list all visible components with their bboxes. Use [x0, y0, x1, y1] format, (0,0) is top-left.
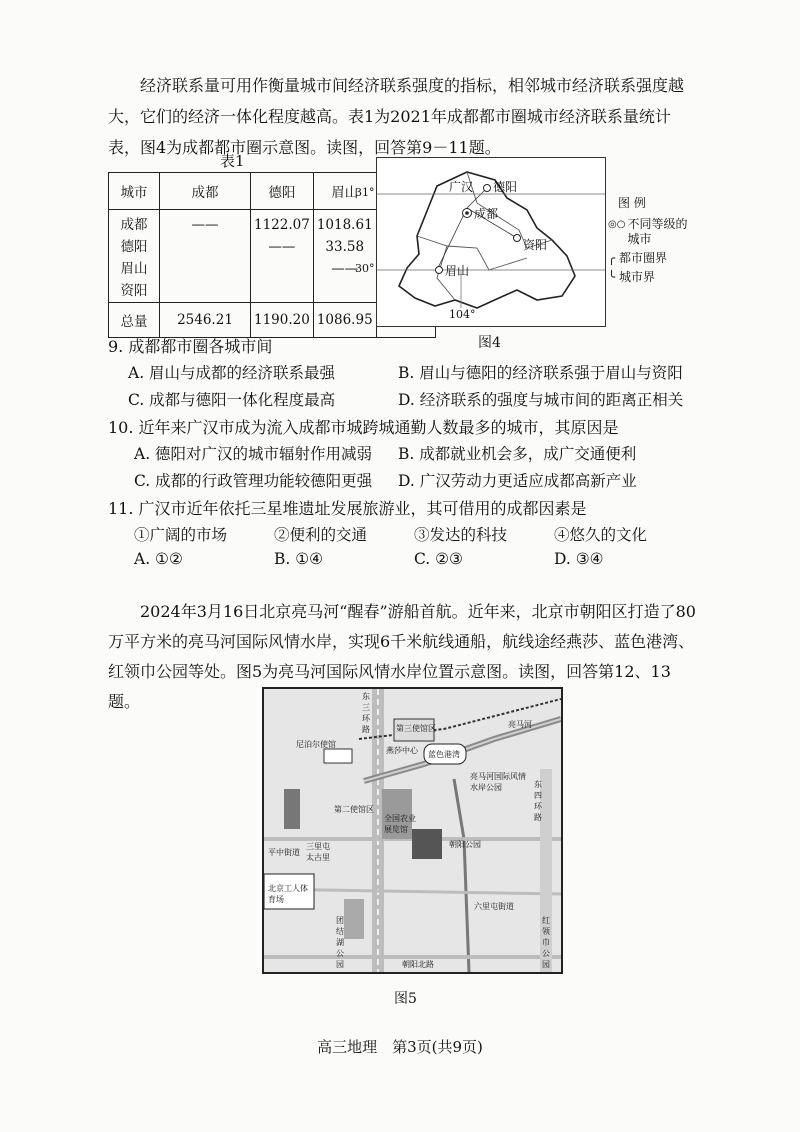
deyang-dot: [484, 185, 491, 192]
table1-row-labels: 成都 德阳 眉山 资阳: [109, 210, 160, 303]
q9-option-b: B. 眉山与德阳的经济联系强于眉山与资阳: [398, 364, 683, 382]
lat-30-label: 30°: [355, 262, 375, 275]
map5-caption: 图5: [394, 991, 417, 1007]
city-levels-icon: ◎○: [608, 219, 626, 230]
q11-item: ④悠久的文化: [554, 526, 648, 544]
ziyang-dot: [514, 235, 521, 242]
table1-header: 眉山: [313, 173, 376, 210]
legend-item-cities: 不同等级的城市: [627, 217, 688, 246]
intro-paragraph-1: 经济联系量可用作衡量城市间经济联系强度的指标，相邻城市经济联系强度越大，它们的经济一体化程度越高。表1为2021年成都都市圈城市经济联系量统计表，图4为成都都市圈示意图。读图，回答第9－11题。: [108, 76, 685, 157]
label-pingzhong: 平中街道: [268, 848, 300, 857]
label-sanlitun: 三里屯太古里: [306, 842, 330, 862]
label-honglingjin-park: 红领巾公园: [542, 916, 550, 969]
label-tuanjiehu-park: 团结湖公园: [336, 916, 344, 969]
page-footer: 高三地理 第3页(共9页): [317, 1038, 483, 1056]
table1-col-chengdu: ——: [160, 210, 251, 303]
map4-caption: 图4: [478, 335, 501, 351]
meishan-dot: [436, 267, 443, 274]
label-liangma-park: 亮马河国际风情水岸公园: [470, 772, 526, 792]
label-workers-stadium: 北京工人体育场: [268, 884, 308, 904]
label-third-embassy: 第三使馆区: [396, 724, 436, 733]
q11-option-b: B. ①④: [274, 550, 324, 568]
q10-option-d: D. 广汉劳动力更适应成都高新产业: [398, 472, 637, 490]
label-yansha: 燕莎中心: [386, 746, 418, 755]
q11-option-c: C. ②③: [414, 550, 463, 568]
metro-boundary: [399, 172, 575, 308]
map4-legend: [608, 196, 698, 285]
table1-total: 2546.21: [160, 303, 251, 338]
table1-col-meishan: 1018.61 33.58 ——: [313, 210, 376, 303]
q11-item: ②便利的交通: [274, 526, 368, 544]
map4-city-deyang: 德阳: [493, 180, 518, 194]
q10-option-a: A. 德阳对广汉的城市辐射作用减弱: [134, 445, 373, 463]
label-blue-harbor: 蓝色港湾: [428, 750, 460, 759]
legend-title: 图 例: [618, 196, 646, 210]
map5-liangma-river: [262, 687, 563, 974]
metro-boundary-icon: ╭: [608, 251, 620, 265]
label-agri-exhibition: 全国农业展览馆: [384, 814, 416, 834]
q10-option-c: C. 成都的行政管理功能较德阳更强: [134, 472, 373, 490]
table1-total: 1190.20: [251, 303, 314, 338]
label-east-third-ring: 东三环路: [362, 692, 370, 734]
label-chaoyang-park: 朝阳公园: [449, 840, 481, 849]
label-second-embassy: 第二使馆区: [334, 805, 374, 814]
q9-stem: 9. 成都都市圈各城市间: [108, 337, 273, 356]
q11-item: ③发达的科技: [414, 526, 508, 544]
table1-total-label: 总量: [109, 303, 160, 338]
q11-option-d: D. ③④: [554, 550, 604, 568]
label-nepal-embassy: 尼泊尔使馆: [296, 740, 336, 749]
map4-city-ziyang: 资阳: [523, 238, 548, 252]
map4-svg: [377, 158, 605, 326]
table1-col-deyang: 1122.07 ——: [251, 210, 314, 303]
label-liangma-river: 亮马河: [508, 720, 532, 729]
table1-header: 成都: [160, 173, 251, 210]
table1-header: 德阳: [251, 173, 314, 210]
label-liulitun: 六里屯街道: [474, 902, 514, 911]
label-chaoyang-north-rd: 朝阳北路: [402, 960, 434, 969]
legend-item-city: 城市界: [619, 270, 656, 284]
lat-31-label: 31°: [355, 186, 375, 199]
q10-stem: 10. 近年来广汉市成为流入成都市城跨城通勤人数最多的城市，其原因是: [108, 418, 619, 437]
q11-item: ①广阔的市场: [134, 526, 228, 544]
city-boundary-icon: ╰: [608, 270, 620, 284]
map4-chengdu-metro: [355, 157, 606, 327]
q9-option-d: D. 经济联系的强度与城市间的距离正相关: [398, 391, 684, 409]
q9-option-c: C. 成都与德阳一体化程度最高: [128, 391, 336, 409]
intro-paragraph-2: 2024年3月16日北京亮马河“醒春”游船首航。近年来，北京市朝阳区打造了80万平方米的亮马河国际风情水岸，实现6千米航线通船，航线途经燕莎、蓝色港湾、红领巾公园等处。图5为亮马河国际风情水岸位置示意图。读图，回答第12、13题。: [108, 602, 696, 711]
q10-option-b: B. 成都就业机会多，成广交通便利: [398, 445, 637, 463]
map4-city-guanghan: 广汉: [449, 180, 474, 194]
table1-total: 1086.95: [313, 303, 376, 338]
q9-option-a: A. 眉山与成都的经济联系最强: [128, 364, 336, 382]
table1-header: 城市: [109, 173, 160, 210]
map4-city-meishan: 眉山: [445, 264, 470, 278]
q11-stem: 11. 广汉市近年依托三星堆遗址发展旅游业，其可借用的成都因素是: [108, 499, 587, 518]
label-east-fourth-ring: 东四环路: [534, 780, 542, 822]
q11-option-a: A. ①②: [134, 550, 183, 568]
lon-104-label: 104°: [449, 308, 476, 321]
map4-city-chengdu: 成都: [474, 207, 499, 221]
table1-caption: 表1: [220, 152, 245, 170]
legend-item-metro: 都市圈界: [619, 251, 668, 265]
